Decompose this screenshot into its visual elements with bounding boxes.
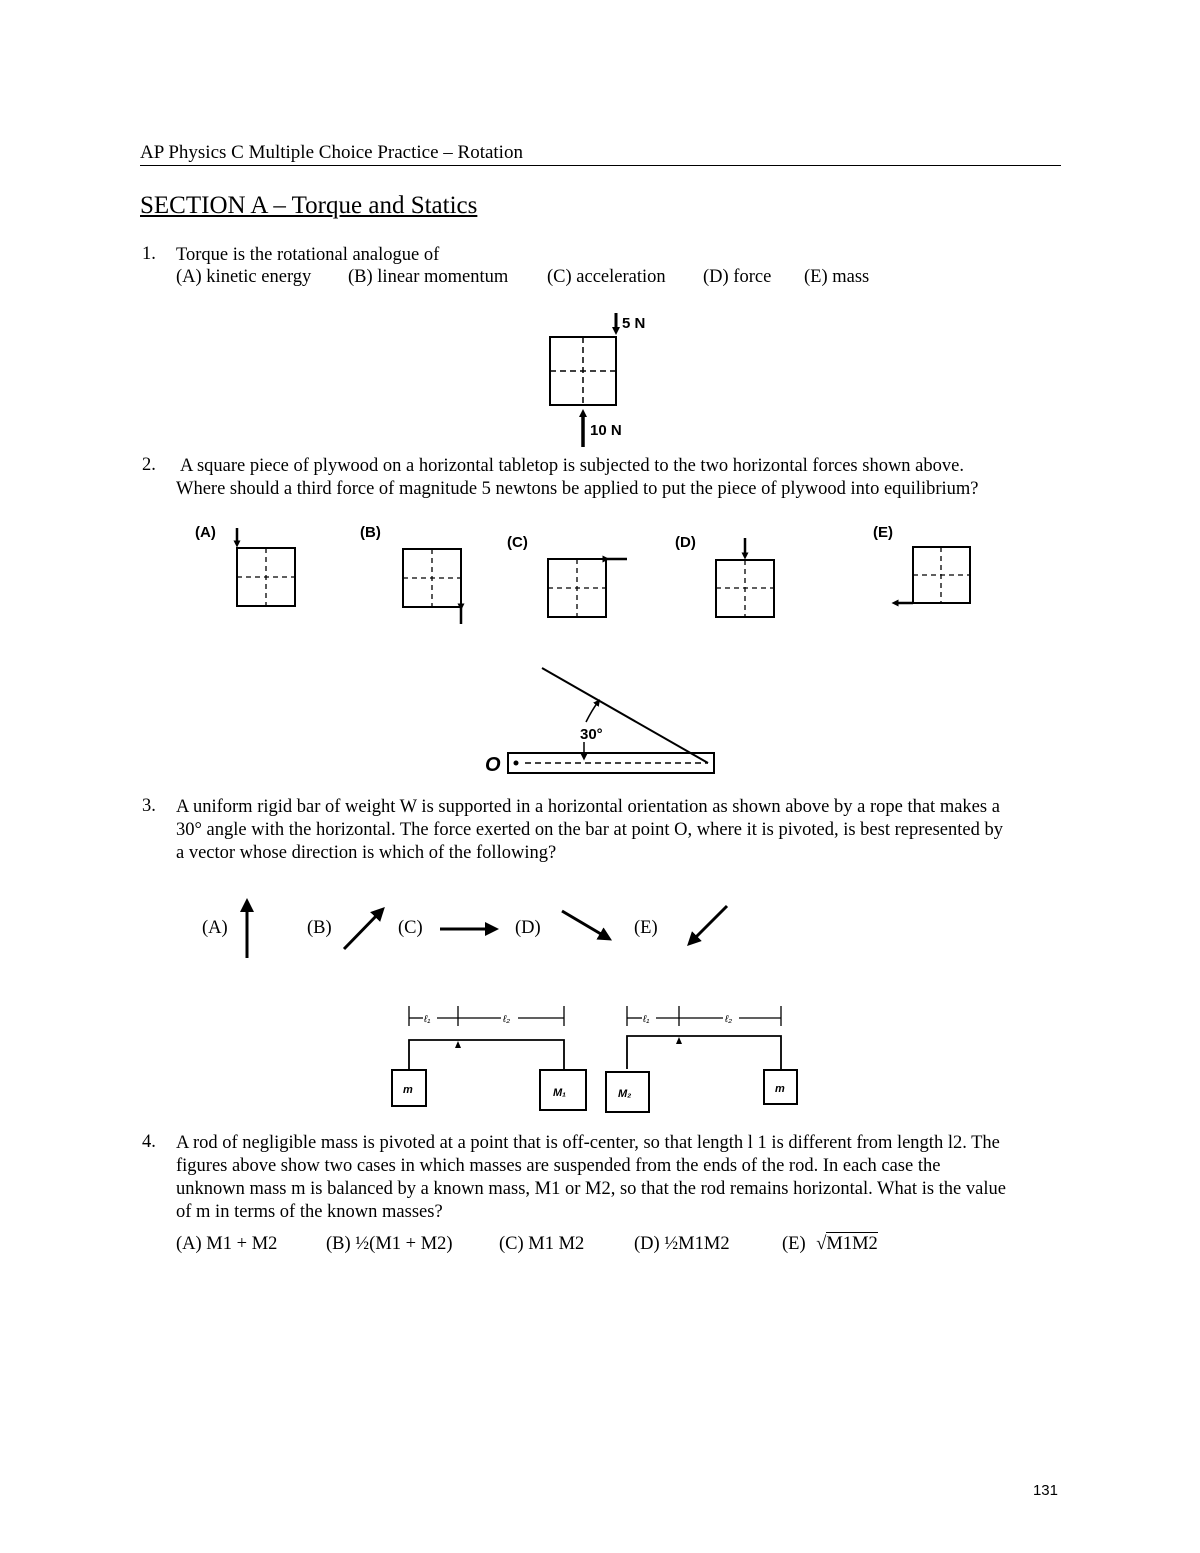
q2-text-line1: A square piece of plywood on a horizontal tabletop is subjected to the two horizontal forces shown above. [180,456,964,476]
q4-text-line2: figures above show two cases in which masses are suspended from the ends of the rod. In each case the [176,1156,941,1176]
q3-text-line2: 30° angle with the horizontal. The force exerted on the bar at point O, where it is pivoted, is best represented by [176,820,1003,840]
q3-option-a-label: (A) [202,918,228,938]
q4-choice-b: (B) ½(M1 + M2) [326,1234,453,1254]
q3-option-c-label: (C) [398,918,423,938]
q3-vector-b-up-right-arrow [344,912,380,949]
q2-bottom-force-label: 10 N [590,422,622,439]
q4-left-pivot [455,1041,461,1048]
header-rule [140,165,1061,166]
q3-angle-label: 30° [580,726,603,743]
q3-option-d-label: (D) [515,918,541,938]
q3-rope [542,668,708,763]
q3-vector-options [200,885,740,965]
section-title: SECTION A – Torque and Statics [140,192,478,219]
q3-number: 3. [142,796,156,816]
page-header: AP Physics C Multiple Choice Practice – Rotation [140,142,523,163]
q4-text-line1: A rod of negligible mass is pivoted at a point that is off-center, so that length l 1 is different from length l2. The [176,1133,1000,1153]
q2-option-e-square [913,547,970,603]
q4-right-pivot [676,1037,682,1044]
sqrt-icon: √ [816,1234,827,1254]
q4-choice-e [782,1234,878,1255]
q1-choice-e: (E) mass [804,267,870,287]
q4-choice-a: (A) M1 + M2 [176,1234,278,1254]
q2-plywood-figure [540,305,660,455]
q3-option-b-label: (B) [307,918,332,938]
svg-text:m: m [775,1083,785,1095]
q4-choice-c: (C) M1 M2 [499,1234,585,1254]
q3-pivot-label: O [485,754,501,776]
svg-text:M₂: M₂ [618,1088,632,1100]
q3-option-e-label: (E) [634,918,658,938]
q2-text-line2: Where should a third force of magnitude 5 newtons be applied to put the piece of plywood into equilibrium? [176,479,979,499]
q1-choice-a: (A) kinetic energy [176,267,312,287]
q2-number: 2. [142,455,156,475]
q3-angle-arc-up [586,702,598,722]
svg-text:m: m [403,1084,413,1096]
q3-text-line1: A uniform rigid bar of weight W is supported in a horizontal orientation as shown above by a rope that makes a [176,797,1000,817]
q3-text-line3: a vector whose direction is which of the following? [176,843,557,863]
q4-choice-d: (D) ½M1M2 [634,1234,730,1254]
q4-right-l2-label: ℓ₂ [725,1014,733,1025]
q4-left-l1-label: ℓ₁ [424,1014,431,1025]
q2-plywood-square [550,337,616,405]
q2-option-figures [185,518,1005,633]
q4-case-right [606,1006,797,1112]
q4-left-rod [409,1040,564,1069]
q3-vector-e-down-left-arrow [692,906,727,941]
svg-text:M₁: M₁ [553,1087,567,1099]
q4-number: 4. [142,1132,156,1152]
q2-option-d-label: (D) [675,534,696,551]
q2-option-b-label: (B) [360,524,381,541]
q4-text-line3: unknown mass m is balanced by a known mass, M1 or M2, so that the rod remains horizontal. What is the value [176,1179,1006,1199]
q2-top-force-label: 5 N [622,315,646,332]
q2-option-d-square [716,560,774,617]
q4-lever-figure [385,1000,815,1120]
q1-number: 1. [142,244,156,264]
q2-option-e-label: (E) [873,524,893,541]
q2-option-c-label: (C) [507,534,528,551]
q2-option-a-label: (A) [195,524,216,541]
q3-vector-d-down-right-arrow [562,911,606,937]
q1-choice-c: (C) acceleration [547,267,666,287]
q4-right-rod [627,1036,781,1069]
q4-right-l1-label: ℓ₁ [643,1014,650,1025]
q4-choice-e-radicand: M1M2 [826,1234,878,1254]
q4-left-l2-label: ℓ₂ [503,1014,511,1025]
q4-text-line4: of m in terms of the known masses? [176,1202,443,1222]
q2-option-b-square [403,549,461,607]
q3-pivot-point [514,761,519,766]
q1-choice-b: (B) linear momentum [348,267,509,287]
q2-option-a-square [237,548,295,606]
q1-text: Torque is the rotational analogue of [176,245,440,265]
q3-bar-rope-figure [480,660,730,785]
q2-option-c-square [548,559,606,617]
page-number: 131 [1032,1482,1058,1499]
q4-choice-e-label: (E) [782,1234,806,1254]
q1-choice-d: (D) force [703,267,772,287]
q4-case-left [392,1006,586,1110]
